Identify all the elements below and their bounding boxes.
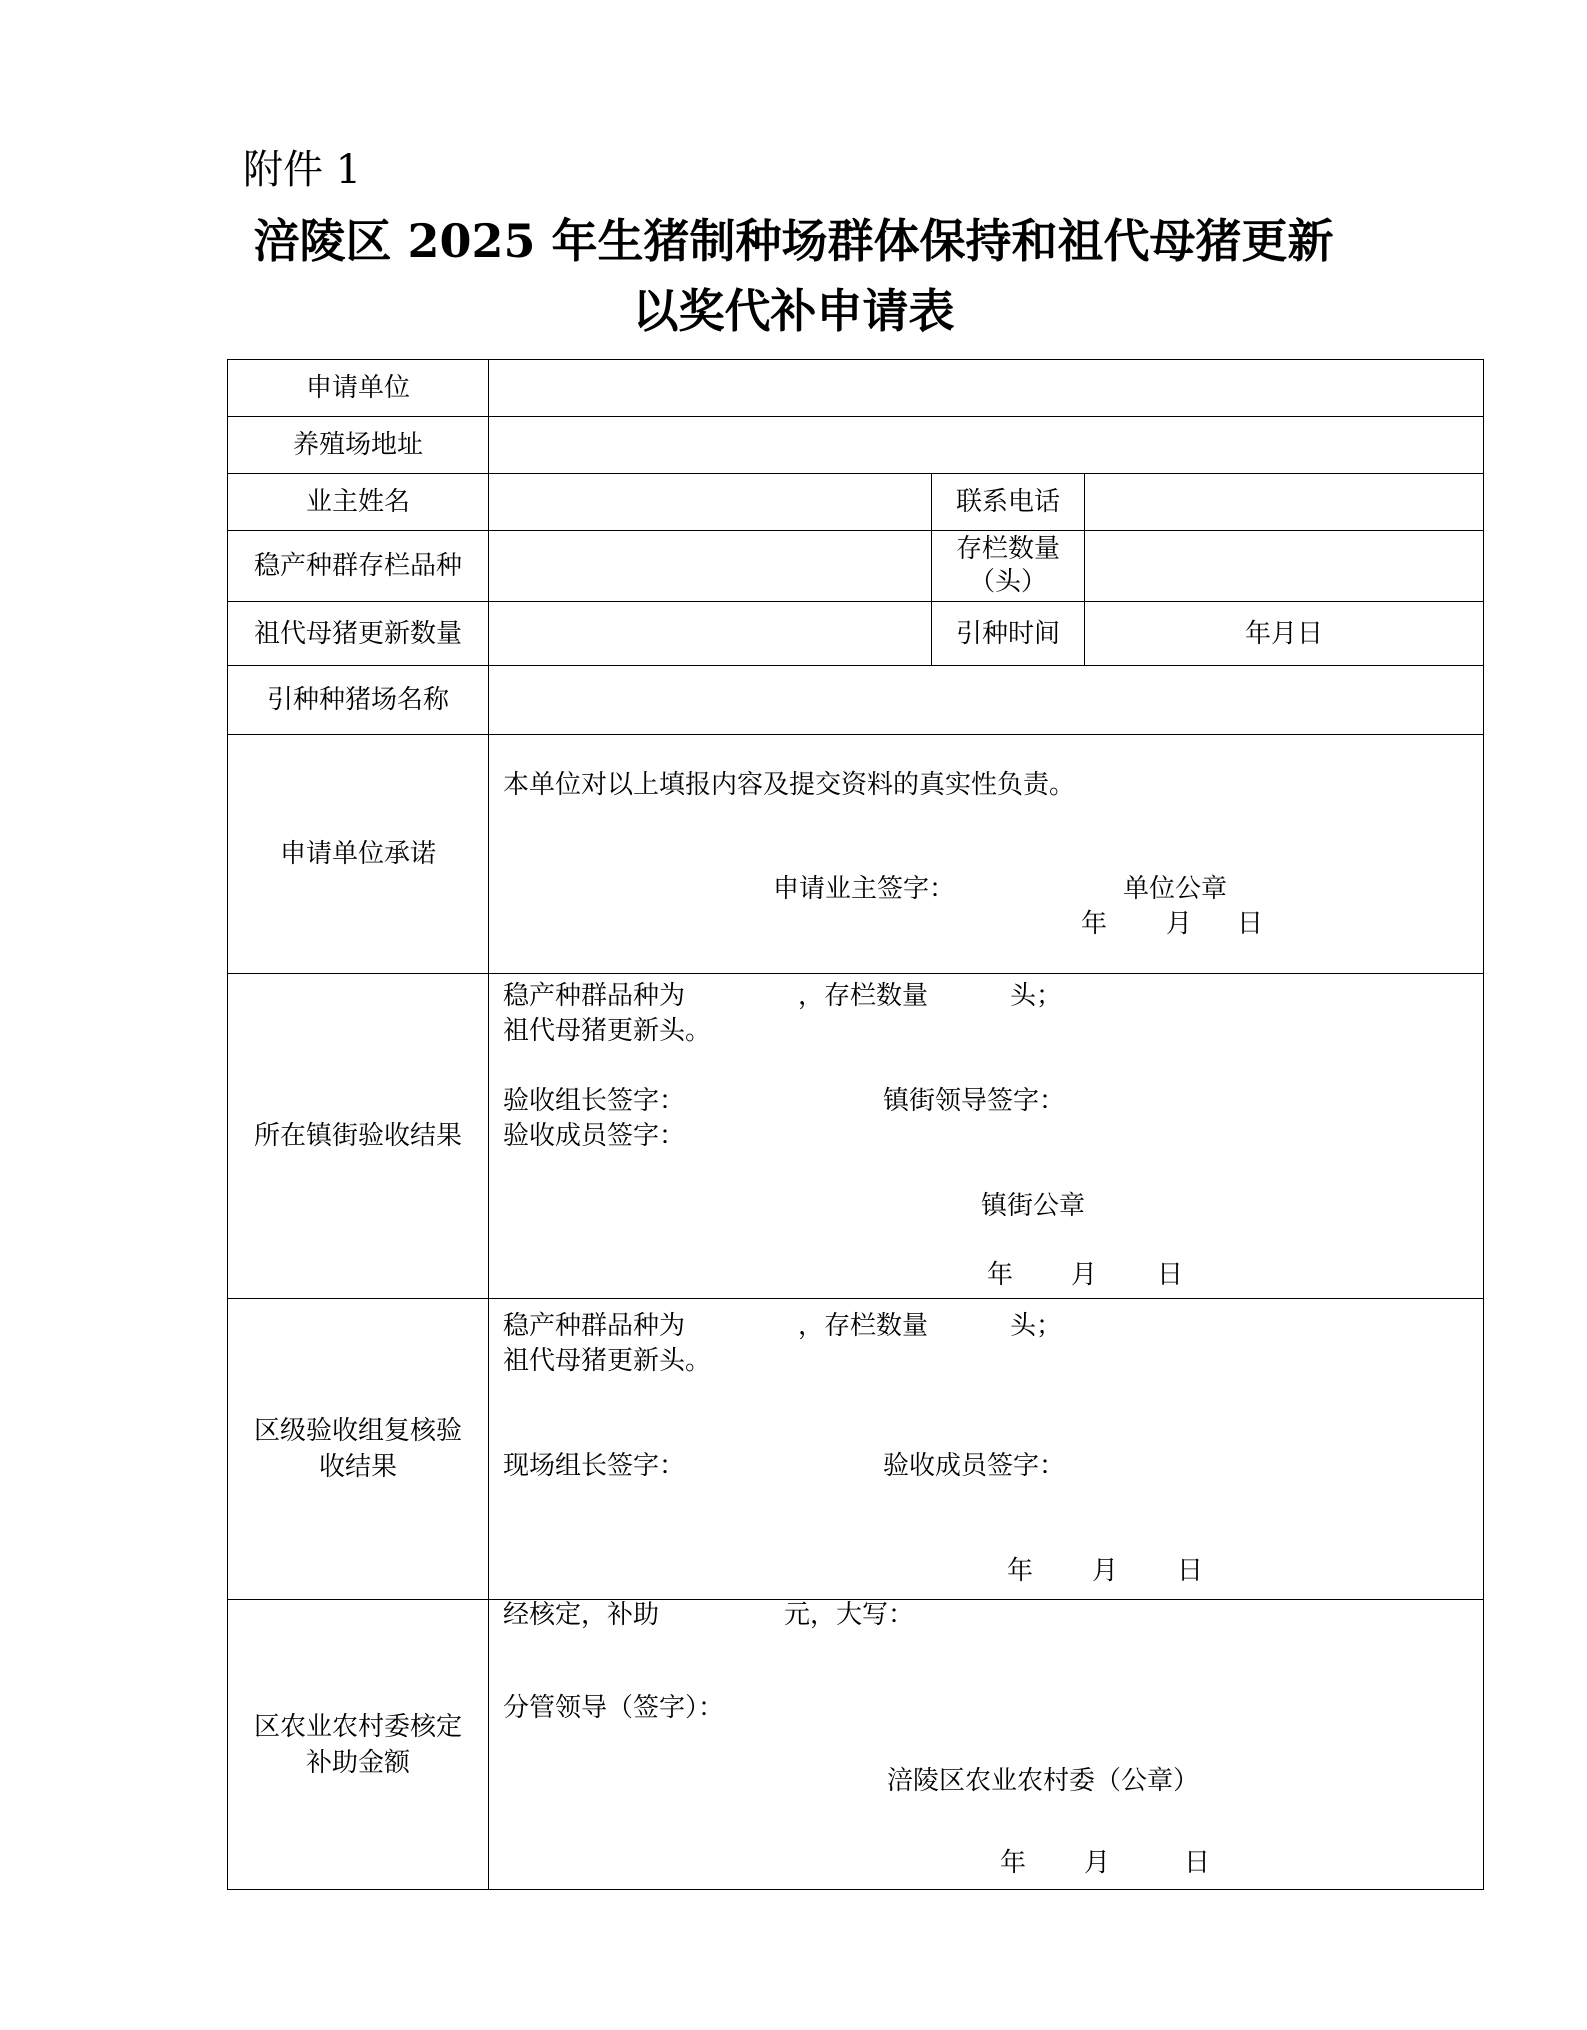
form-title-line1: 涪陵区 2025 年生猪制种场群体保持和祖代母猪更新	[253, 214, 1334, 268]
district-head-text: 头；	[1010, 1311, 1063, 1341]
farm-address-label: 养殖场地址	[292, 430, 423, 460]
applicant-unit-label: 申请单位	[305, 373, 410, 403]
town-street-leader-sign: 镇街领导签字：	[883, 1086, 1066, 1116]
subsidy-label-line2: 补助金额	[305, 1747, 410, 1778]
town-stock-text: ，存栏数量	[798, 981, 929, 1011]
town-year: 年	[987, 1260, 1014, 1290]
intro-farm-label: 引种种猪场名称	[266, 685, 449, 715]
district-leader-sign: 现场组长签字：	[503, 1451, 686, 1481]
commitment-month: 月	[1166, 909, 1193, 939]
subsidy-year: 年	[1000, 1848, 1027, 1878]
owner-name-label: 业主姓名	[305, 487, 410, 517]
subsidy-seal-label: 涪陵区农业农村委（公章）	[887, 1766, 1200, 1796]
subsidy-uppercase-text: 元，大写：	[784, 1600, 915, 1630]
town-day: 日	[1157, 1260, 1184, 1290]
table-border-right	[1483, 359, 1484, 1890]
breed-label: 稳产种群存栏品种	[253, 551, 462, 581]
intro-time-value: 年月日	[1244, 618, 1323, 649]
sow-renewal-qty-label: 祖代母猪更新数量	[253, 618, 462, 649]
intro-time-label: 引种时间	[955, 618, 1060, 649]
subsidy-day: 日	[1184, 1848, 1211, 1878]
town-head-text: 头；	[1010, 981, 1063, 1011]
label-column-divider	[488, 359, 489, 1890]
district-review-label	[228, 1299, 488, 1599]
stock-qty-label-line1: 存栏数量	[955, 534, 1060, 564]
subsidy-label	[228, 1600, 488, 1889]
district-stock-text: ，存栏数量	[798, 1311, 929, 1341]
subsidy-leader-sign: 分管领导（签字）：	[503, 1693, 725, 1723]
owner-sign-label: 申请业主签字：	[773, 874, 956, 904]
table-border-bottom	[227, 1889, 1484, 1890]
annex-label: 附件 1	[243, 147, 362, 193]
district-review-label-line1: 区级验收组复核验	[253, 1416, 462, 1446]
town-sow-text: 祖代母猪更新头。	[503, 1016, 712, 1046]
commitment-year: 年	[1081, 909, 1108, 939]
subsidy-amount-text: 经核定，补助	[503, 1600, 660, 1630]
commitment-day: 日	[1237, 909, 1264, 939]
district-member-sign: 验收成员签字：	[883, 1451, 1066, 1481]
town-result-label: 所在镇街验收结果	[253, 1121, 462, 1151]
stock-qty-label-line2: （头）	[968, 567, 1047, 597]
town-month: 月	[1071, 1260, 1098, 1290]
district-review-label-line2: 收结果	[318, 1452, 397, 1482]
district-day: 日	[1177, 1556, 1204, 1586]
form-title-line2: 以奖代补申请表	[632, 284, 955, 338]
district-sow-text: 祖代母猪更新头。	[503, 1346, 712, 1376]
town-seal-label: 镇街公章	[981, 1191, 1086, 1221]
district-year: 年	[1007, 1556, 1034, 1586]
subsidy-label-line1: 区农业农村委核定	[253, 1711, 462, 1742]
district-breed-text: 稳产种群品种为	[503, 1311, 686, 1341]
district-month: 月	[1092, 1556, 1119, 1586]
unit-seal-label: 单位公章	[1123, 874, 1228, 904]
stock-qty-label	[932, 531, 1084, 601]
contact-phone-label: 联系电话	[955, 487, 1060, 517]
town-breed-text: 稳产种群品种为	[503, 981, 686, 1011]
town-member-sign: 验收成员签字：	[503, 1121, 686, 1151]
commitment-label: 申请单位承诺	[279, 839, 436, 869]
subsidy-month: 月	[1084, 1848, 1111, 1878]
commitment-statement: 本单位对以上填报内容及提交资料的真实性负责。	[503, 770, 1076, 800]
town-leader-sign: 验收组长签字：	[503, 1086, 686, 1116]
